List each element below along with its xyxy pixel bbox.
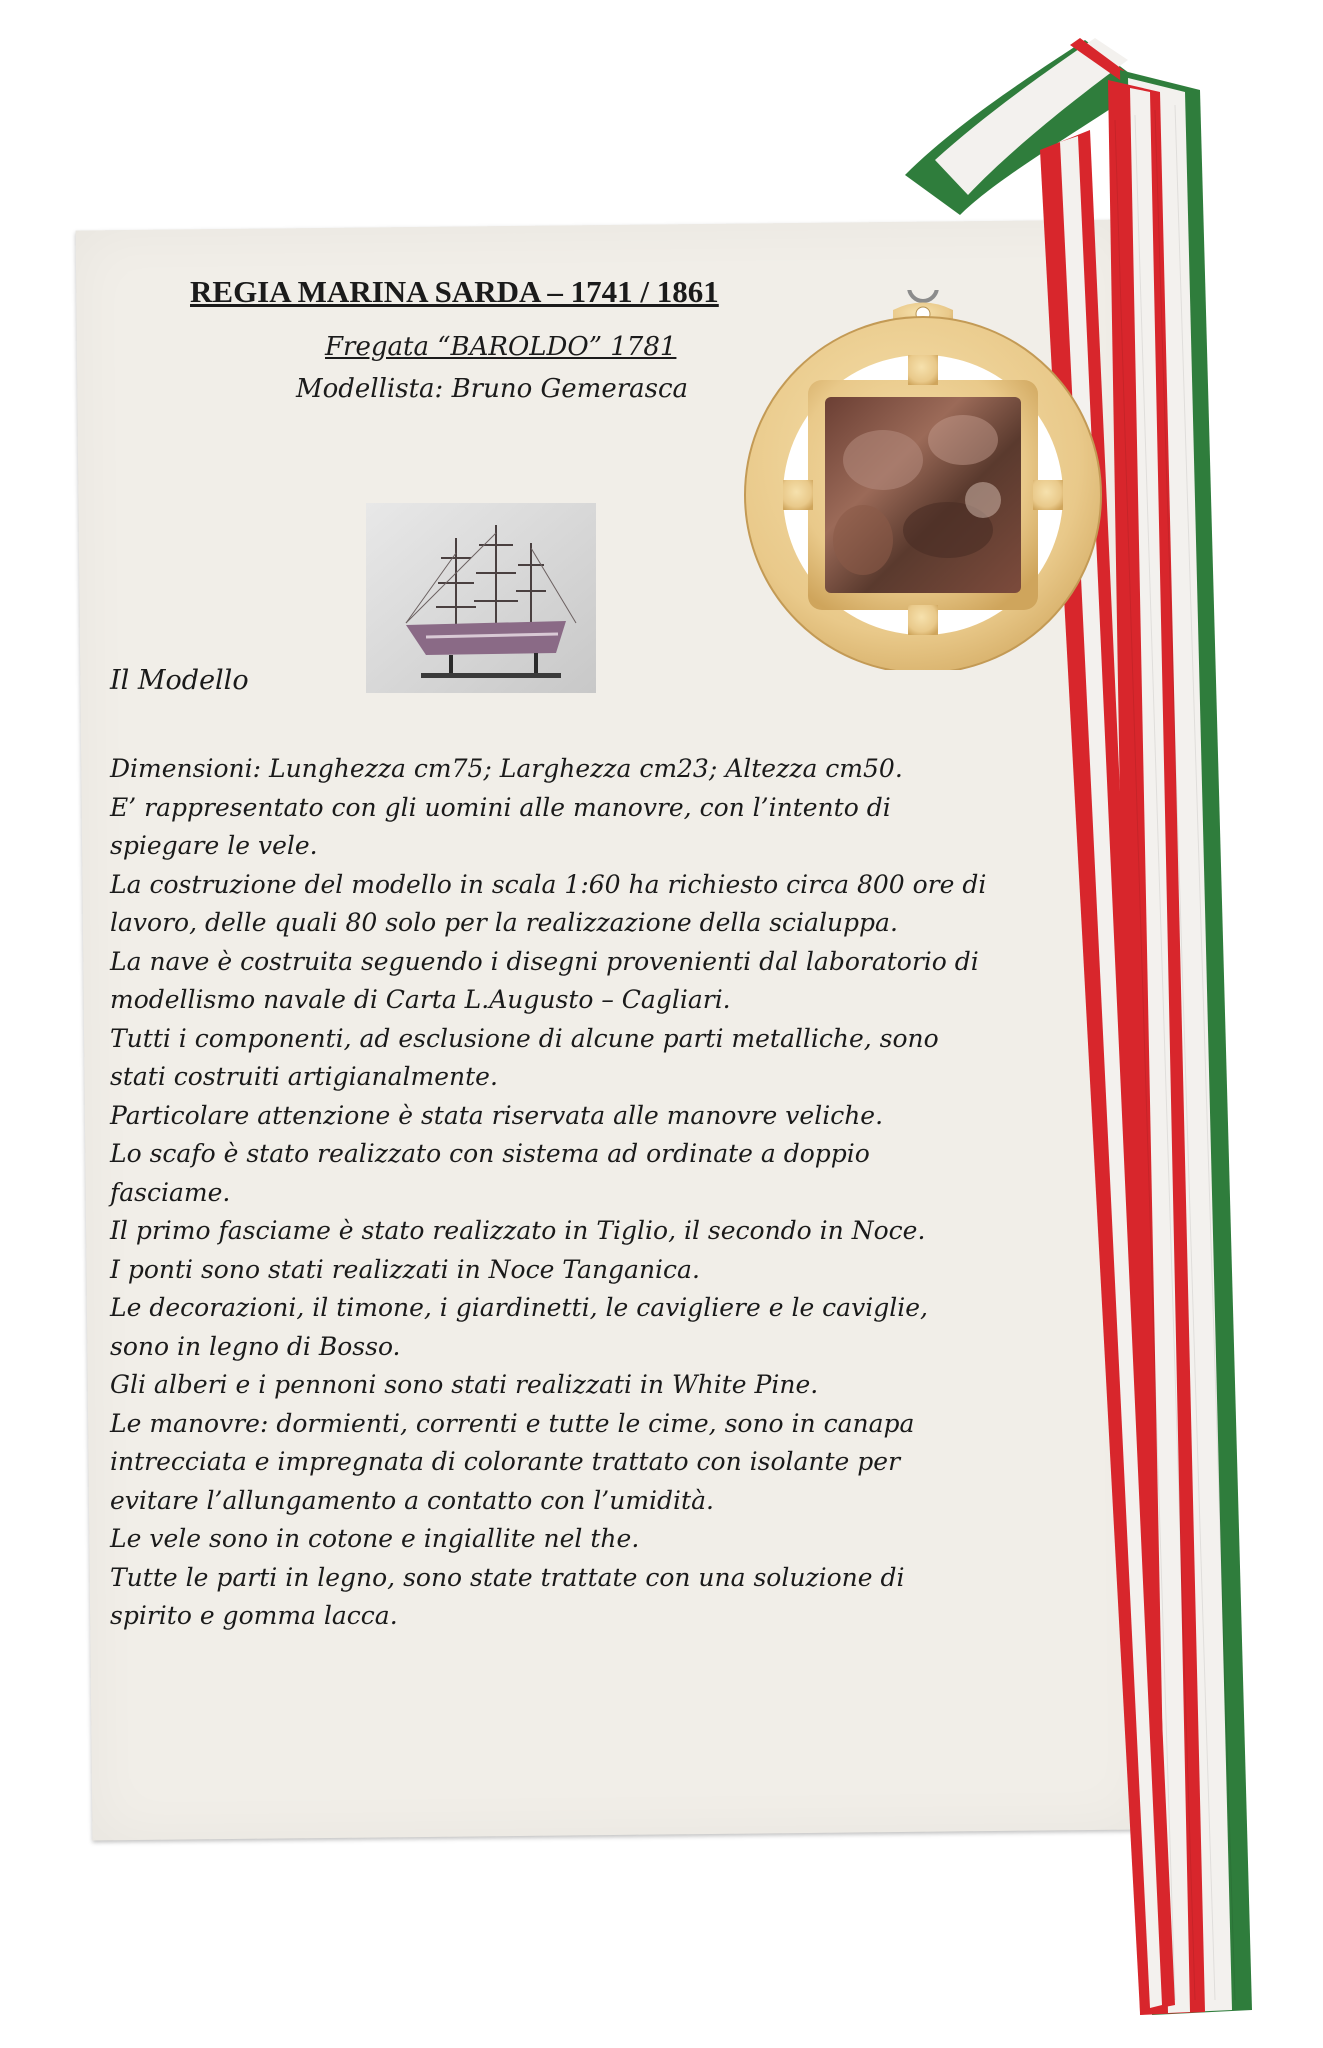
body-line: Gli alberi e i pennoni sono stati realizzati in White Pine.	[110, 1370, 819, 1399]
body-line: sono in legno di Bosso.	[110, 1331, 401, 1361]
body-line: Particolare attenzione è stata riservata alle manovre veliche.	[110, 1100, 884, 1130]
body-line: Il primo fasciame è stato realizzato in Tiglio, il secondo in Noce.	[110, 1216, 926, 1245]
body-line: evitare l’allungamento a contatto con l’umidità.	[110, 1485, 714, 1515]
document-title: REGIA MARINA SARDA – 1741 / 1861	[190, 274, 719, 309]
body-line: lavoro, delle quali 80 solo per la realizzazione della scialuppa.	[110, 908, 898, 937]
body-line: La nave è costruita seguendo i disegni provenienti dal laboratorio di	[110, 946, 979, 976]
body-line: spiegare le vele.	[110, 831, 318, 860]
body-text	[110, 750, 1010, 1636]
section-heading: Il Modello	[110, 665, 249, 696]
body-line: Tutti i componenti, ad esclusione di alcune parti metalliche, sono	[110, 1023, 939, 1053]
body-line: Tutte le parti in legno, sono state trattate con una soluzione di	[110, 1562, 905, 1592]
ship-drawing-icon	[366, 503, 596, 693]
body-line: Le manovre: dormienti, correnti e tutte le cime, sono in canapa	[110, 1408, 915, 1438]
body-line: stati costruiti artigianalmente.	[110, 1062, 498, 1091]
body-line: Lo scafo è stato realizzato con sistema ad ordinate a doppio	[110, 1139, 870, 1168]
document-author: Modellista: Bruno Gemerasca	[296, 374, 689, 404]
body-line: modellismo navale di Carta L.Augusto – Cagliari.	[110, 985, 731, 1014]
body-line: fasciame.	[110, 1177, 231, 1207]
body-line: spirito e gomma lacca.	[110, 1601, 398, 1630]
body-line: La costruzione del modello in scala 1:60 ha richiesto circa 800 ore di	[110, 869, 987, 899]
body-line: Dimensioni: Lunghezza cm75; Larghezza cm23; Altezza cm50.	[110, 754, 903, 783]
body-line: Le vele sono in cotone e ingiallite nel the.	[110, 1524, 640, 1553]
medal-icon	[733, 290, 1113, 670]
body-line: intrecciata e impregnata di colorante trattato con isolante per	[110, 1447, 901, 1476]
body-line: I ponti sono stati realizzati in Noce Tanganica.	[110, 1254, 700, 1284]
body-line: Le decorazioni, il timone, i giardinetti, le cavigliere e le caviglie,	[110, 1293, 928, 1322]
document-subtitle: Fregata “BAROLDO” 1781	[325, 332, 677, 362]
body-line: E’ rappresentato con gli uomini alle manovre, con l’intento di	[110, 792, 891, 822]
